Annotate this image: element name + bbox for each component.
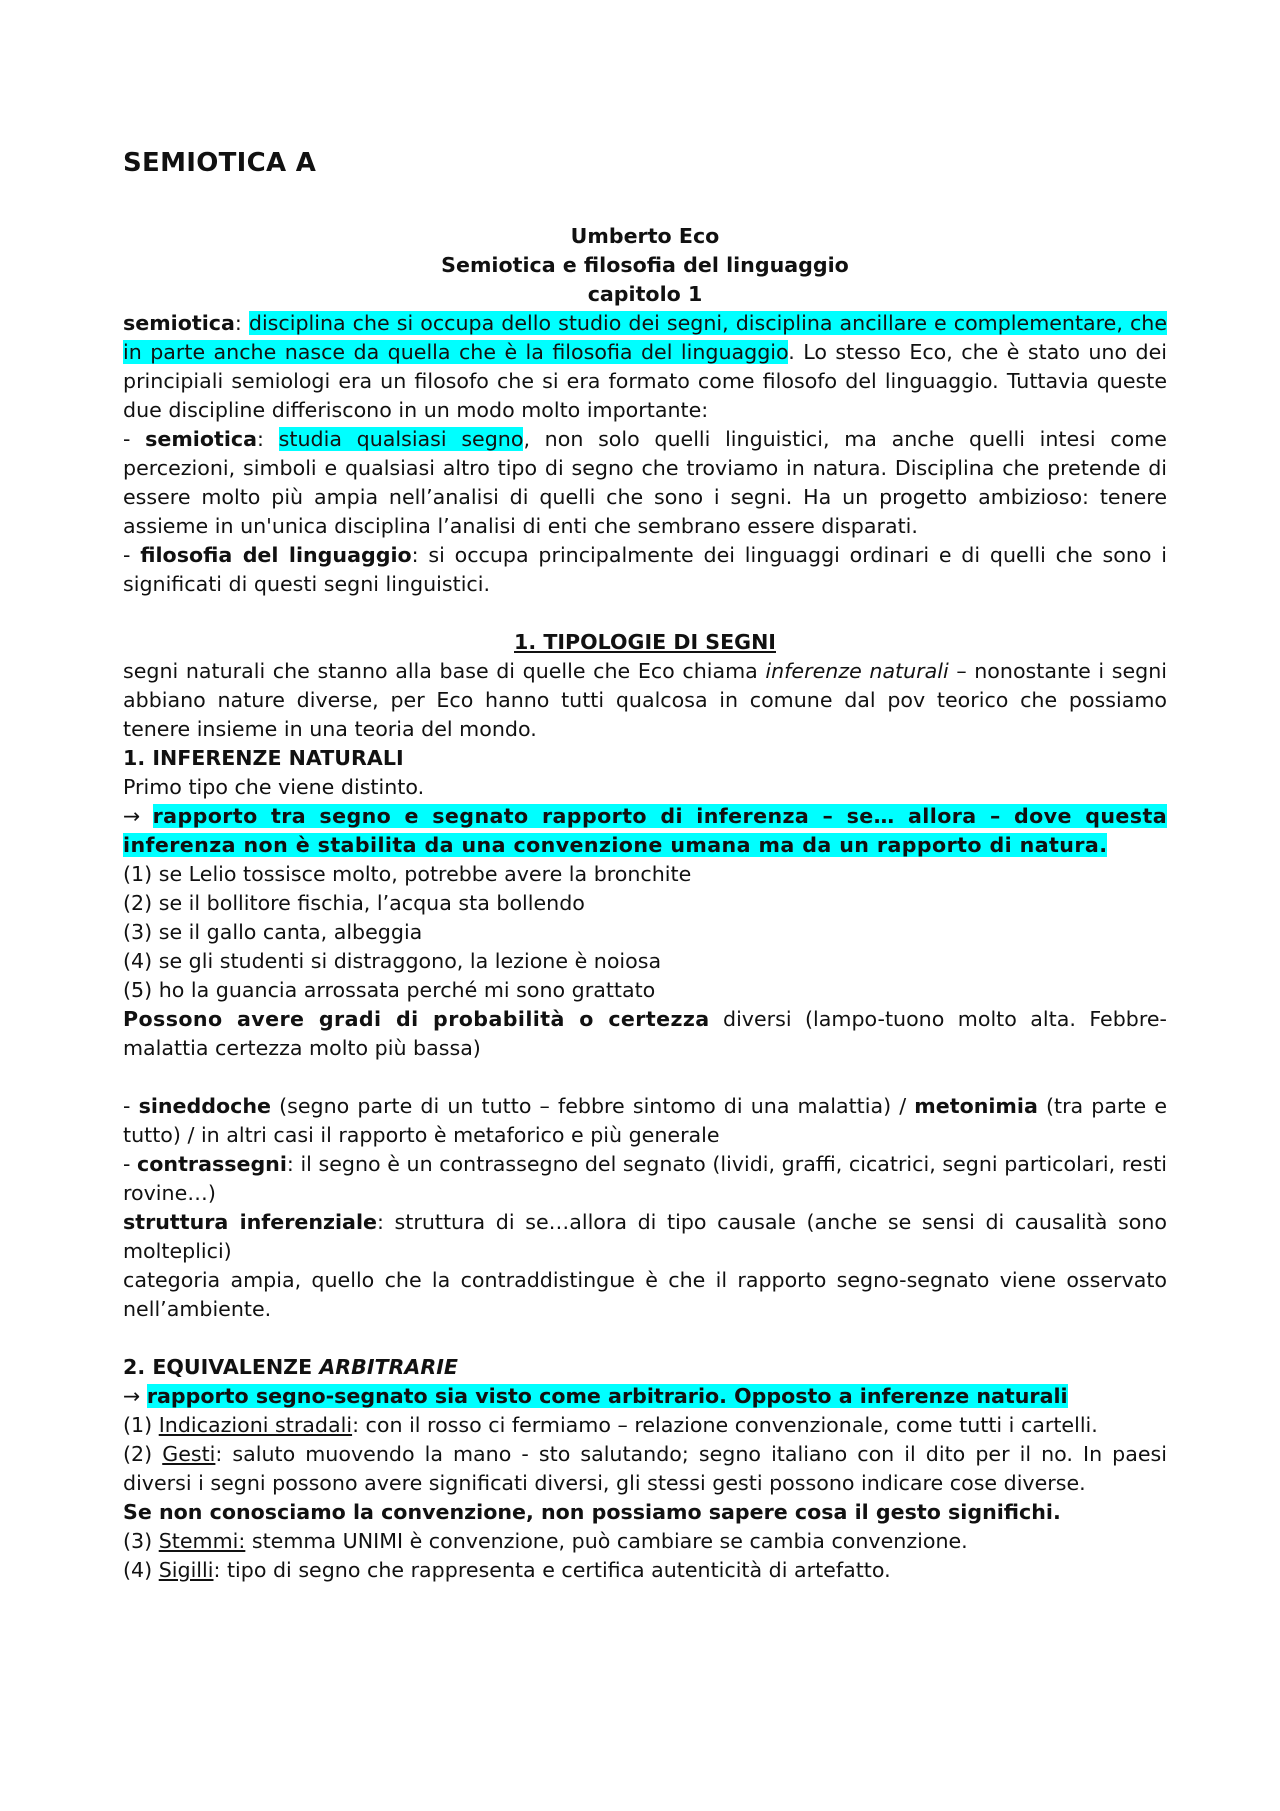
- example-line: (3) se il gallo canta, albeggia: [123, 920, 423, 944]
- inferenze-arrow-line: [123, 802, 1167, 860]
- probability-paragraph: Possono avere gradi di probabilità o certezza diversi (lampo-tuono molto alta. Febbre-malattia certezza molto più bassa): [123, 1007, 1167, 1060]
- section1-heading: 1. TIPOLOGIE DI SEGNI: [514, 630, 776, 654]
- bullet-semiotica: - semiotica: studia qualsiasi segno, non solo quelli linguistici, ma anche quelli intesi come percezioni, simboli e qualsiasi altro tipo di segno che troviamo in natura. Disciplina che pretende di essere molto più ampia nell’analisi di quelli che sono i segni. Ha un progetto ambizioso: tenere assieme in un'unica disciplina l’analisi di enti che sembrano essere disparati.: [123, 427, 1167, 538]
- chapter-line: capitolo 1: [587, 282, 703, 306]
- example-line: (1) se Lelio tossisce molto, potrebbe avere la bronchite: [123, 862, 692, 886]
- bullet-filosofia-term: filosofia del linguaggio: [140, 543, 412, 567]
- first-type-line: Primo tipo che viene distinto.: [123, 775, 425, 799]
- page-title: SEMIOTICA A: [123, 148, 317, 178]
- equivalenze-highlight: rapporto segno-segnato sia visto come arbitrario. Opposto a inferenze naturali: [146, 1384, 1068, 1408]
- example-line: (3) Stemmi: stemma UNIMI è convenzione, può cambiare se cambia convenzione.: [123, 1529, 968, 1553]
- section2-heading: 2. EQUIVALENZE ARBITRARIE: [123, 1355, 458, 1379]
- intro-highlight: disciplina che si occupa dello studio dei segni, disciplina ancillare e complementare, che in parte anche nasce da quella che è la filosofia del linguaggio: [123, 311, 1167, 364]
- inferenze-highlight: rapporto tra segno e segnato rapporto di inferenza – se… allora – dove questa inferenza non è stabilita da una convenzione umana ma da un rapporto di natura.: [123, 804, 1167, 857]
- bullet-filosofia: - filosofia del linguaggio: si occupa principalmente dei linguaggi ordinari e di quelli che sono i significati di questi segni linguistici.: [123, 543, 1167, 596]
- example-line: (2) se il bollitore fischia, l’acqua sta bollendo: [123, 891, 585, 915]
- subsection-heading-inferenze: 1. INFERENZE NATURALI: [123, 746, 404, 770]
- arrow-icon: →: [123, 804, 153, 828]
- example-line: (1) Indicazioni stradali: con il rosso ci fermiamo – relazione convenzionale, come tutti i cartelli.: [123, 1413, 1098, 1437]
- example-line: (2) Gesti: saluto muovendo la mano - sto salutando; segno italiano con il dito per il no. In paesi diversi i segni possono avere significati diversi, gli stessi gesti possono indicare cose diverse.: [123, 1442, 1167, 1495]
- struttura-paragraph: struttura inferenziale: struttura di se…allora di tipo causale (anche se sensi di causalità sono molteplici): [123, 1210, 1167, 1263]
- intro-paragraph: semiotica: disciplina che si occupa dello studio dei segni, disciplina ancillare e complementare, che in parte anche nasce da quella che è la filosofia del linguaggio. Lo stesso Eco, che è stato uno dei principiali semiologi era un filosofo che si era formato come filosofo del linguaggio. Tuttavia queste due discipline differiscono in un modo molto importante:: [123, 311, 1167, 422]
- sineddoche-paragraph: - sineddoche (segno parte di un tutto – febbre sintomo di una malattia) / metonimia (tra parte e tutto) / in altri casi il rapporto è metaforico e più generale: [123, 1094, 1167, 1147]
- bullet-semiotica-highlight: studia qualsiasi segno: [278, 427, 524, 451]
- example-line: (4) se gli studenti si distraggono, la lezione è noiosa: [123, 949, 662, 973]
- equivalenze-arrow-line: [123, 1382, 1167, 1411]
- arrow-icon: →: [123, 1384, 147, 1408]
- book-title-line: Semiotica e filosofia del linguaggio: [441, 253, 849, 277]
- categoria-paragraph: categoria ampia, quello che la contraddistingue è che il rapporto segno-segnato viene osservato nell’ambiente.: [123, 1268, 1167, 1321]
- contrassegni-paragraph: - contrassegni: il segno è un contrassegno del segnato (lividi, graffi, cicatrici, segni particolari, resti rovine…): [123, 1152, 1167, 1205]
- book-header: [123, 222, 1167, 309]
- document-body: [123, 222, 1167, 1585]
- example-line: (5) ho la guancia arrossata perché mi sono grattato: [123, 978, 656, 1002]
- example-line: (4) Sigilli: tipo di segno che rappresenta e certifica autenticità di artefatto.: [123, 1558, 891, 1582]
- intro-term: semiotica: [123, 311, 235, 335]
- section1-intro: segni naturali che stanno alla base di quelle che Eco chiama inferenze naturali – nonostante i segni abbiano nature diverse, per Eco hanno tutti qualcosa in comune dal pov teorico che possiamo tenere insieme in una teoria del mondo.: [123, 659, 1167, 741]
- author-line: Umberto Eco: [570, 224, 720, 248]
- bullet-semiotica-term: semiotica: [145, 427, 258, 451]
- convention-statement: Se non conosciamo la convenzione, non possiamo sapere cosa il gesto significhi.: [123, 1500, 1061, 1524]
